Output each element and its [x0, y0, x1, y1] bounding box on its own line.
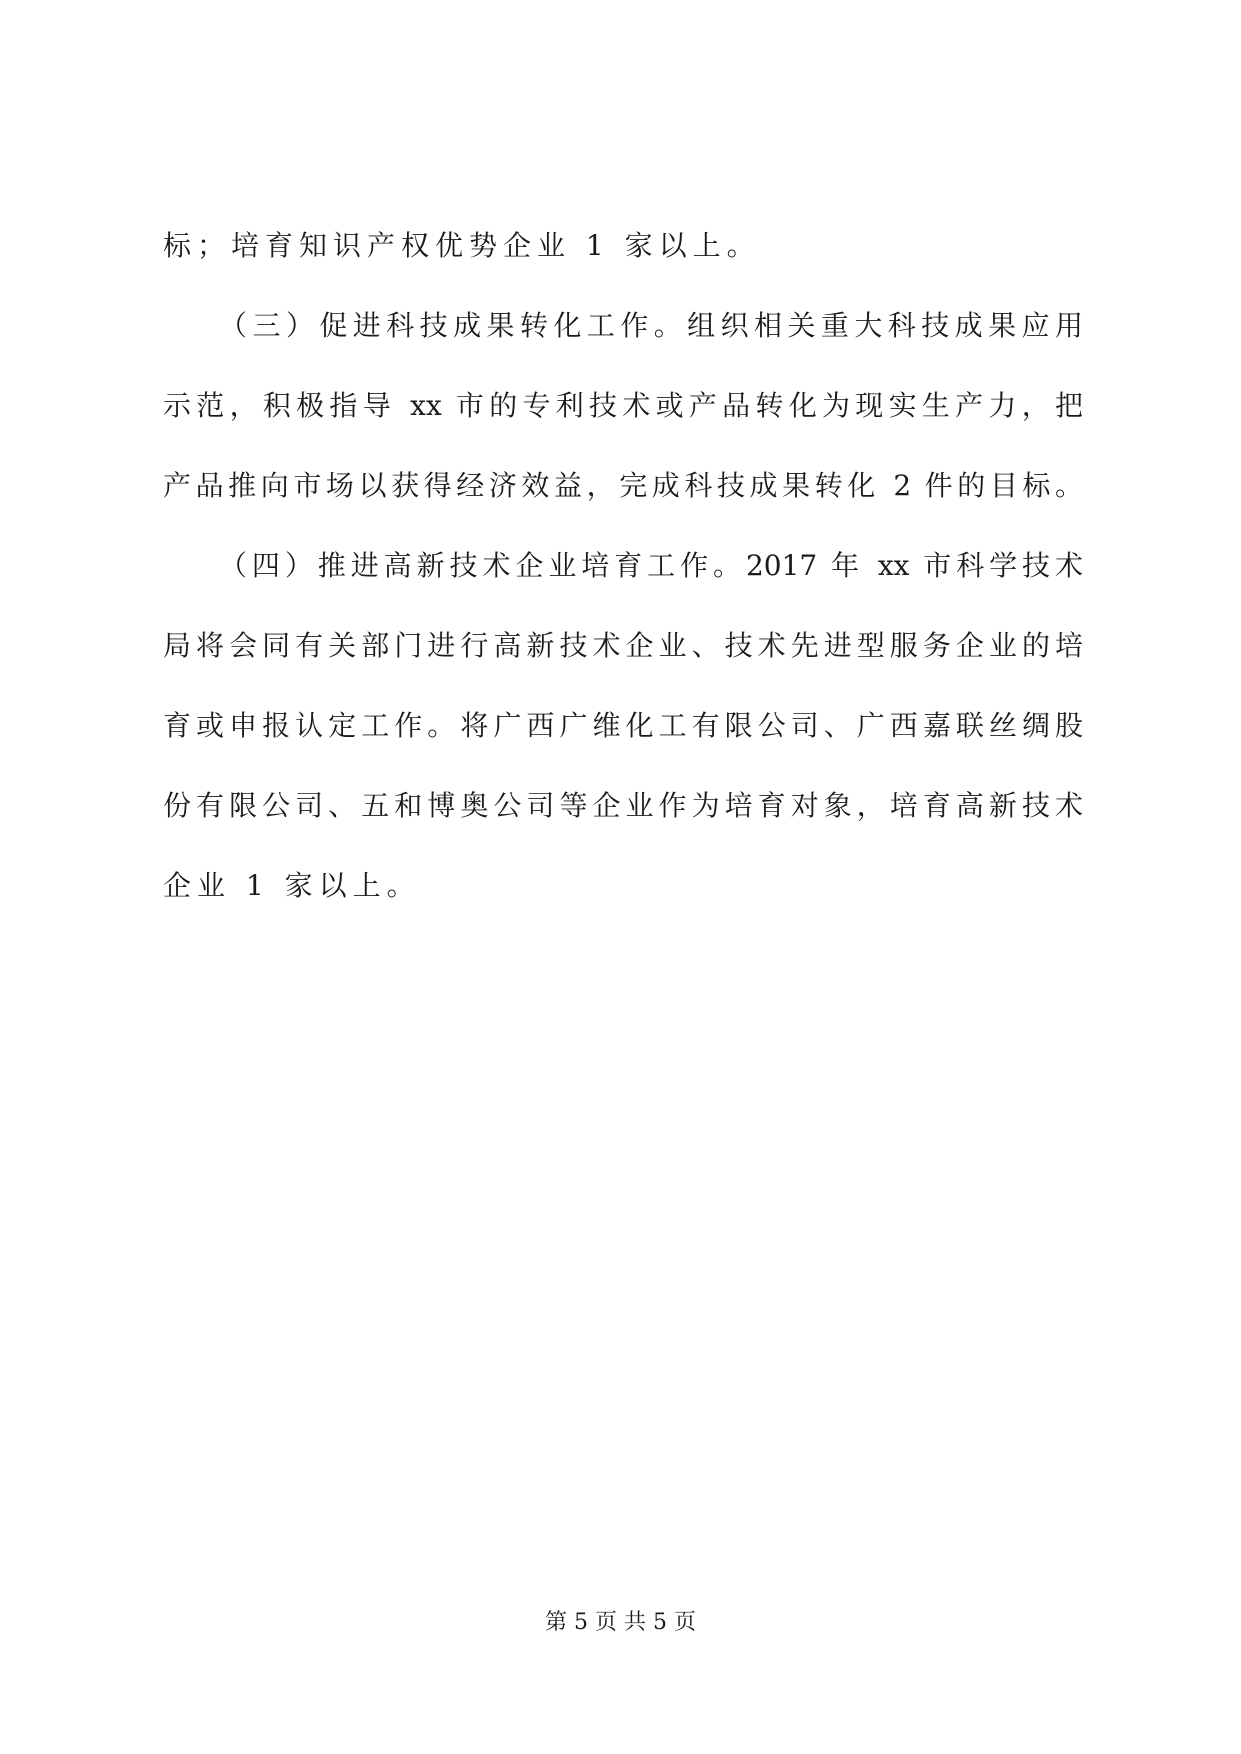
document-body — [163, 230, 1083, 950]
paragraph-line: 份有限公司、五和博奥公司等企业作为培育对象，培育高新技术 — [163, 789, 1083, 822]
paragraph-line: 标；培育知识产权优势企业 1 家以上。 — [163, 229, 761, 262]
paragraph-line: 示范，积极指导 xx 市的专利技术或产品转化为现实生产力，把 — [163, 389, 1083, 422]
paragraph-line: 产品推向市场以获得经济效益，完成科技成果转化 2 件的目标。 — [163, 469, 1083, 502]
paragraph-line: （四）推进高新技术企业培育工作。2017 年 xx 市科学技术 — [219, 549, 1083, 582]
page-number: 第 5 页 共 5 页 — [545, 1610, 696, 1635]
paragraph-line: （三）促进科技成果转化工作。组织相关重大科技成果应用 — [219, 309, 1083, 342]
paragraph-line: 企业 1 家以上。 — [163, 869, 421, 902]
paragraph-line: 局将会同有关部门进行高新技术企业、技术先进型服务企业的培 — [163, 629, 1083, 662]
paragraph-line: 育或申报认定工作。将广西广维化工有限公司、广西嘉联丝绸股 — [163, 709, 1083, 742]
